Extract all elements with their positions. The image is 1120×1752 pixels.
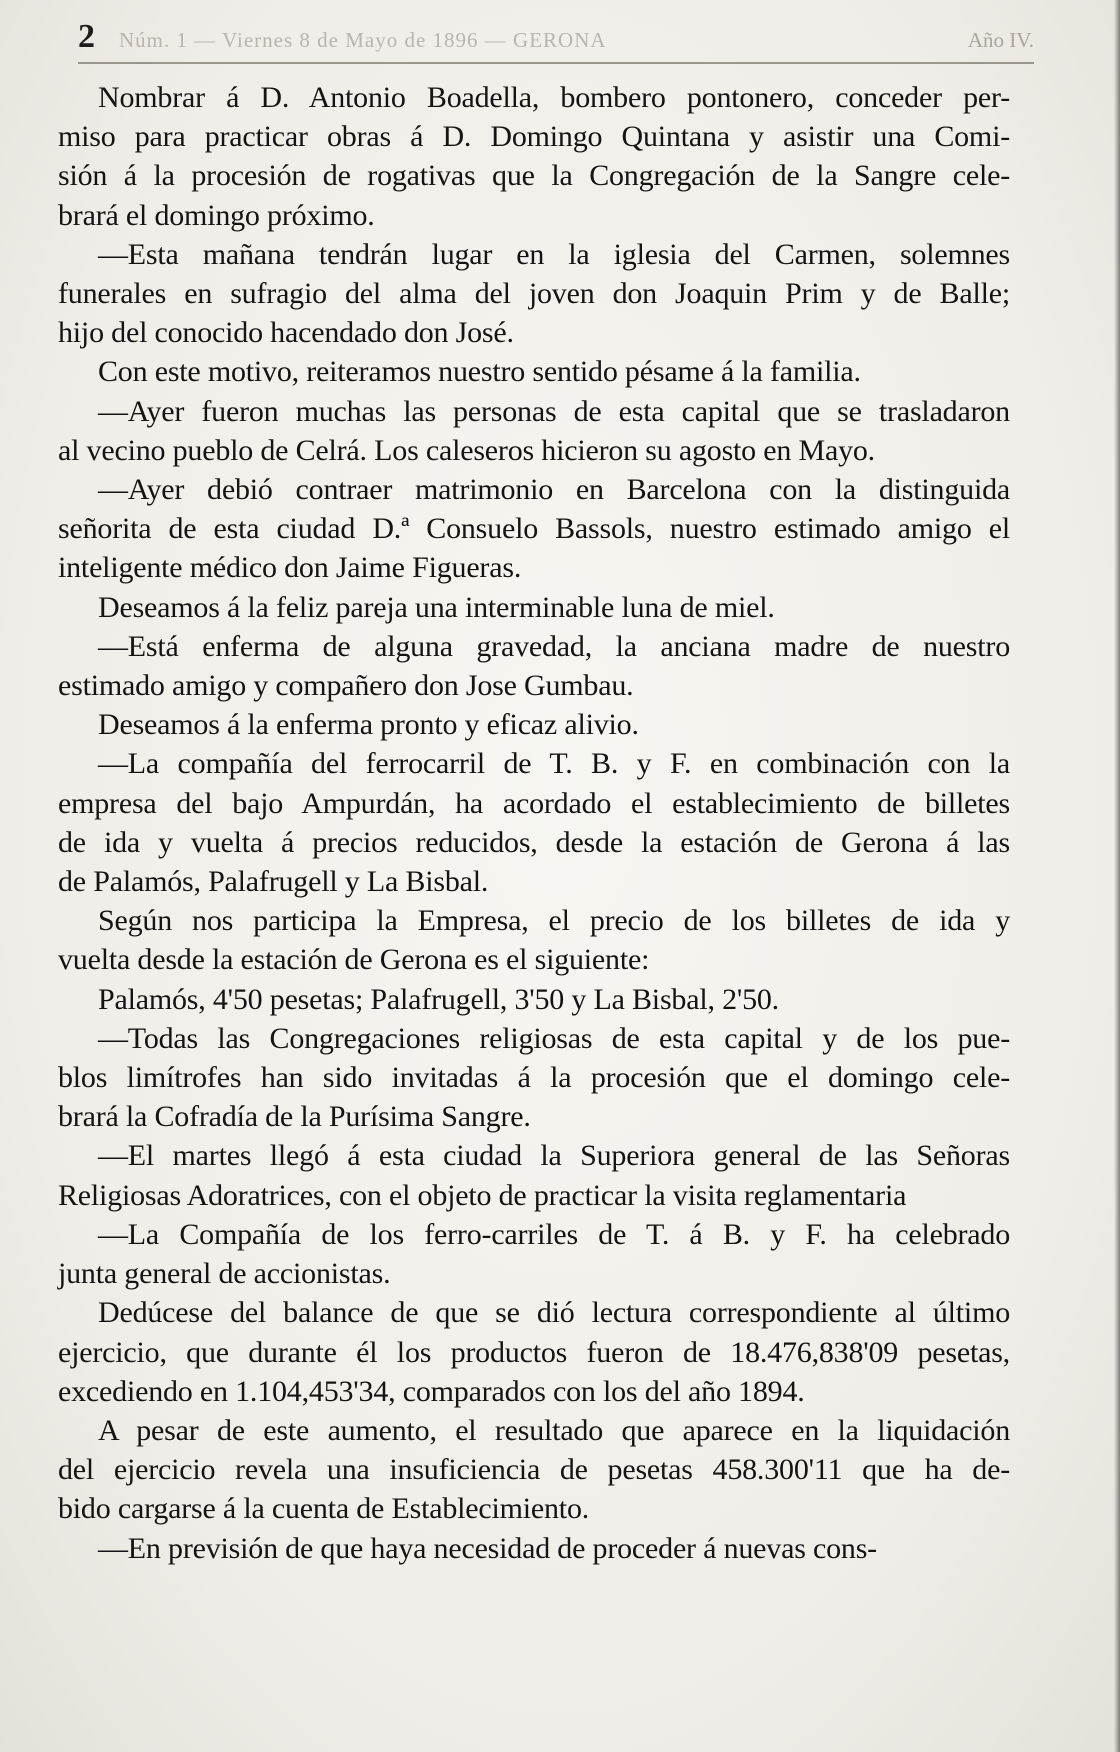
news-paragraph [58,392,1010,470]
text-line: —Ayer debió contraer matrimonio en Barcelona con la distinguida [98,473,1010,507]
text-line: funerales en sufragio del alma del joven don Joaquin Prim y de Balle; [58,277,1010,311]
news-paragraph [58,705,1010,744]
running-head: Núm. 1 — Viernes 8 de Mayo de 1896 — GERONA [119,28,607,52]
news-paragraph [58,1136,1010,1214]
text-line: —En previsión de que haya necesidad de proceder á nuevas cons- [98,1531,877,1565]
text-line: señorita de esta ciudad D.ª Consuelo Bassols, nuestro estimado amigo el [58,512,1010,546]
text-line: Con este motivo, reiteramos nuestro sentido pésame á la familia. [98,355,861,389]
text-line: Deseamos á la enferma pronto y eficaz alivio. [98,708,639,742]
text-line: —Esta mañana tendrán lugar en la iglesia del Carmen, solemnes [98,237,1010,271]
news-paragraph [58,744,1010,901]
text-line: Nombrar á D. Antonio Boadella, bombero pontonero, conceder per- [98,81,1010,114]
text-line: blos limítrofes han sido invitadas á la procesión que el domingo cele- [58,1061,1010,1095]
news-paragraph [58,470,1010,588]
text-line: hijo del conocido hacendado don José. [58,316,514,350]
news-paragraph [58,1215,1010,1293]
news-paragraph [58,980,1010,1019]
text-line: empresa del bajo Ampurdán, ha acordado el establecimiento de billetes [58,786,1010,820]
year-label: Año IV. [967,28,1034,52]
text-line: inteligente médico don Jaime Figueras. [58,551,522,585]
text-line: brará la Cofradía de la Purísima Sangre. [58,1100,531,1134]
text-line: Deseamos á la feliz pareja una interminable luna de miel. [98,590,775,624]
text-line: brará el domingo próximo. [58,198,375,232]
text-line: —Está enferma de alguna gravedad, la anciana madre de nuestro [98,629,1010,663]
text-line: Religiosas Adoratrices, con el objeto de practicar la visita reglamentaria [58,1178,907,1212]
text-line: —Ayer fueron muchas las personas de esta capital que se trasladaron [98,394,1010,428]
news-paragraph [58,1411,1010,1529]
text-line: excediendo en 1.104,453'34, comparados con los del año 1894. [58,1374,805,1408]
text-line: vuelta desde la estación de Gerona es el siguiente: [58,943,650,977]
text-line: junta general de accionistas. [58,1257,391,1291]
text-line: —Todas las Congregaciones religiosas de esta capital y de los pue- [98,1021,1010,1055]
text-line: —La compañía del ferrocarril de T. B. y F. en combinación con la [98,747,1010,781]
page-header [78,18,1034,64]
text-line: estimado amigo y compañero don Jose Gumbau. [58,669,634,703]
text-line: Palamós, 4'50 pesetas; Palafrugell, 3'50 y La Bisbal, 2'50. [98,982,779,1016]
text-line: sión á la procesión de rogativas que la Congregación de la Sangre cele- [58,159,1010,193]
text-line: —La Compañía de los ferro-carriles de T. á B. y F. ha celebrado [98,1217,1010,1251]
text-line: Dedúcese del balance de que se dió lectura correspondiente al último [98,1296,1010,1330]
news-paragraph [58,627,1010,705]
text-line: ejercicio, que durante él los productos fueron de 18.476,838'09 pesetas, [58,1335,1010,1369]
text-line: —El martes llegó á esta ciudad la Superiora general de las Señoras [98,1139,1010,1173]
text-line: A pesar de este aumento, el resultado que aparece en la liquidación [98,1413,1010,1447]
text-line: Según nos participa la Empresa, el precio de los billetes de ida y [98,904,1010,938]
text-line: del ejercicio revela una insuficiencia de pesetas 458.300'11 que ha de- [58,1453,1010,1487]
page-edge-shadow [1114,0,1120,1752]
article-body [58,78,1010,1568]
text-line: miso para practicar obras á D. Domingo Quintana y asistir una Comi- [58,120,1010,154]
news-paragraph [58,235,1010,353]
page-number: 2 [78,18,95,55]
text-line: bido cargarse á la cuenta de Establecimiento. [58,1492,590,1526]
text-line: al vecino pueblo de Celrá. Los caleseros hicieron su agosto en Mayo. [58,433,875,467]
news-paragraph [58,352,1010,391]
news-paragraph [58,901,1010,979]
text-line: de Palamós, Palafrugell y La Bisbal. [58,865,489,899]
news-paragraph [58,1019,1010,1137]
text-line: de ida y vuelta á precios reducidos, desde la estación de Gerona á las [58,825,1010,859]
news-paragraph [58,588,1010,627]
news-paragraph [58,78,1010,235]
news-paragraph [58,1529,1010,1568]
news-paragraph [58,1293,1010,1411]
